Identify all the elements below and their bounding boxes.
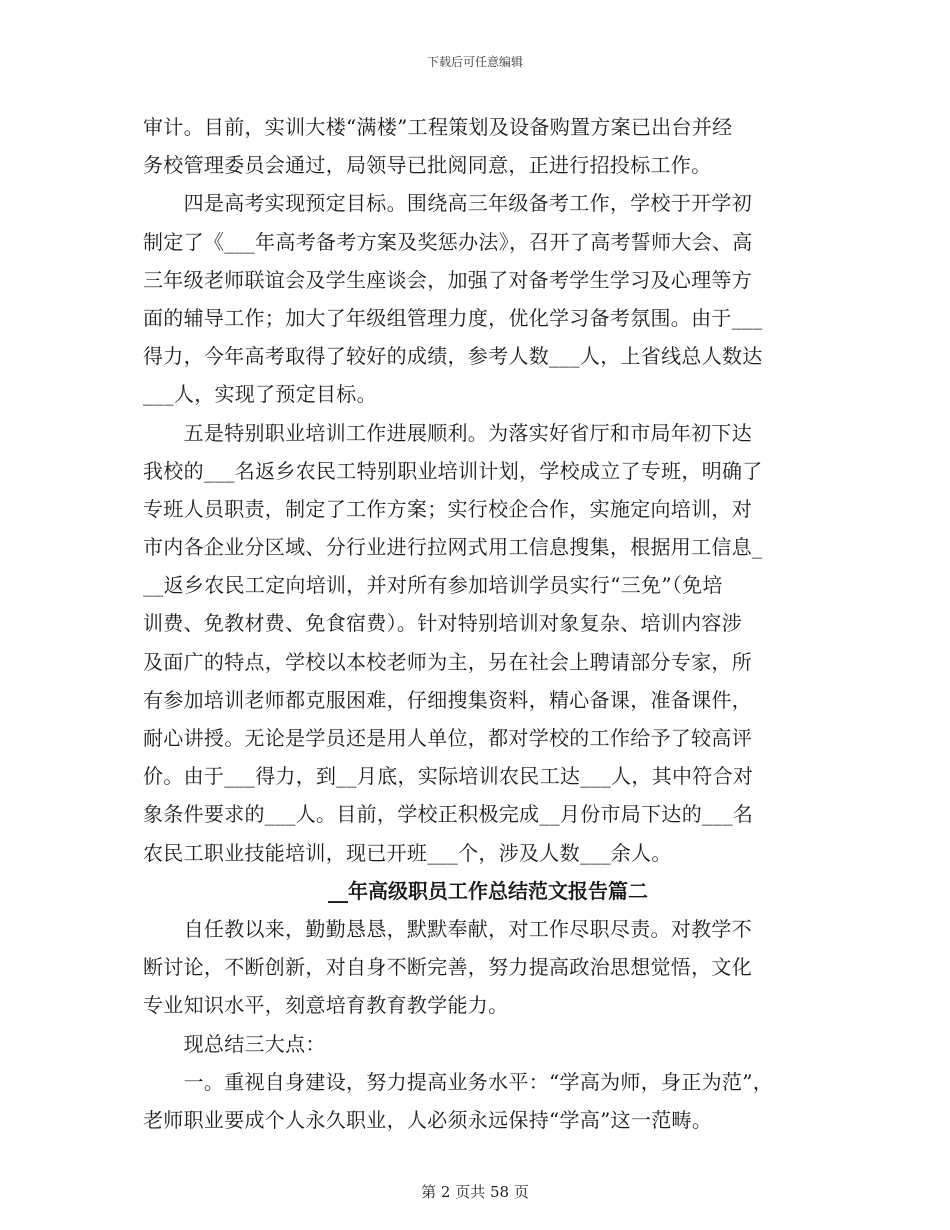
text-line: 三年级老师联谊会及学生座谈会，加强了对备考学生学习及心理等方 xyxy=(143,267,752,292)
text-line: 专业知识水平，刻意培育教育教学能力。 xyxy=(143,993,509,1018)
text-line: 断讨论，不断创新，对自身不断完善，努力提高政治思想觉悟，文化 xyxy=(143,955,752,980)
text-line: ___人，实现了预定目标。 xyxy=(143,382,377,407)
text-line: 四是高考实现预定目标。围绕高三年级备考工作，学校于开学初 xyxy=(143,191,752,216)
text-line: 得力，今年高考取得了较好的成绩，参考人数___人，上省线总人数达 xyxy=(143,344,763,369)
text-line: 耐心讲授。无论是学员还是用人单位，都对学校的工作给予了较高评 xyxy=(143,726,752,750)
text-line: 审计。目前，实训大楼“满楼”工程策划及设备购置方案已出台并经 xyxy=(143,115,733,139)
text-line: 专班人员职责，制定了工作方案；实行校企合作，实施定向培训，对 xyxy=(143,496,752,521)
text-line: 及面广的特点，学校以本校老师为主，另在社会上聘请部分专家，所 xyxy=(143,649,752,674)
text-line: 现总结三大点： xyxy=(143,1031,326,1056)
text-line: 老师职业要成个人永久职业，人必须永远保持“学高”这一范畴。 xyxy=(143,1107,713,1132)
page-header: 下载后可任意编辑 xyxy=(426,55,523,69)
section-title: __年高级职员工作总结范文报告篇二 xyxy=(328,878,648,903)
document-body xyxy=(143,108,811,1139)
text-line: 一。重视自身建设，努力提高业务水平：“学高为师，身正为范”， xyxy=(143,1069,774,1094)
text-line: 训费、免教材费、免食宿费）。针对特别培训对象复杂、培训内容涉 xyxy=(143,611,742,636)
text-line: 我校的___名返乡农民工特别职业培训计划，学校成立了专班，明确了 xyxy=(143,458,763,483)
text-line: 务校管理委员会通过，局领导已批阅同意，正进行招投标工作。 xyxy=(143,153,712,178)
text-line: 面的辅导工作；加大了年级组管理力度，优化学习备考氛围。由于___ xyxy=(143,305,763,330)
text-line: 象条件要求的___人。目前，学校正积极完成__月份市局下达的___名 xyxy=(143,802,754,827)
text-line: 农民工职业技能培训，现已开班___个，涉及人数___余人。 xyxy=(143,840,672,865)
text-line: 市内各企业分区域、分行业进行拉网式用工信息搜集，根据用工信息_ xyxy=(143,535,763,560)
text-line: 制定了《___年高考备考方案及奖惩办法》，召开了高考誓师大会、高 xyxy=(143,229,753,254)
text-line: 五是特别职业培训工作进展顺利。为落实好省厅和市局年初下达 xyxy=(143,420,752,445)
page-footer: 第 2 页共 58 页 xyxy=(421,1183,529,1201)
text-line: __返乡农民工定向培训，并对所有参加培训学员实行“三免”（免培 xyxy=(143,573,723,598)
text-line: 自任教以来，勤勤恳恳，默默奉献，对工作尽职尽责。对教学不 xyxy=(143,916,752,941)
text-line: 有参加培训老师都克服困难，仔细搜集资料，精心备课，准备课件， xyxy=(143,687,752,712)
text-line: 价。由于___得力，到__月底，实际培训农民工达___人，其中符合对 xyxy=(143,764,754,789)
